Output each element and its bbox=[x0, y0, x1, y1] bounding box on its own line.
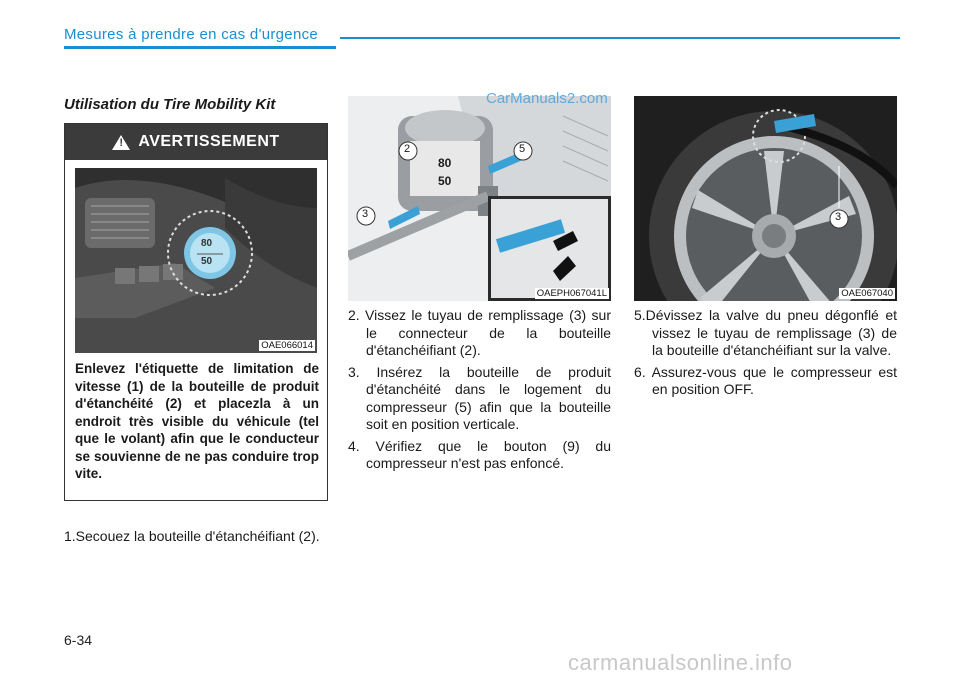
fig-center-label-5: 5 bbox=[519, 143, 526, 155]
wheel-drawing bbox=[634, 96, 897, 301]
header-title: Mesures à prendre en cas d'urgence bbox=[64, 26, 319, 43]
steps-center bbox=[348, 307, 611, 477]
section-title: Utilisation du Tire Mobility Kit bbox=[64, 96, 276, 113]
warning-box bbox=[64, 123, 328, 501]
fig-right-label-3: 3 bbox=[835, 211, 842, 223]
image-code: OAE067040 bbox=[841, 288, 893, 299]
warning-label: AVERTISSEMENT bbox=[138, 133, 280, 150]
header-rule bbox=[340, 37, 900, 39]
watermark: CarManuals2.com bbox=[486, 90, 608, 107]
label-50: 50 bbox=[201, 256, 213, 267]
figure-center bbox=[348, 96, 611, 301]
image-code: OAEPH067041L bbox=[536, 288, 607, 299]
footer-watermark: carmanualsonline.info bbox=[568, 650, 793, 675]
step-2: 2. Vissez le tuyau de remplissage (3) sur le connecteur de la bouteille d'étanchéifiant (2). bbox=[348, 307, 611, 358]
fig-center-gauge-80: 80 bbox=[438, 156, 452, 170]
warning-triangle-icon: ! bbox=[112, 135, 130, 150]
dashboard-illustration bbox=[75, 168, 317, 353]
warning-header bbox=[65, 124, 327, 160]
label-80: 80 bbox=[201, 238, 213, 249]
steps-right bbox=[634, 307, 897, 403]
fig-center-label-3: 3 bbox=[362, 208, 369, 220]
steps-left bbox=[64, 528, 326, 550]
warning-text: Enlevez l'étiquette de limitation de vitesse (1) de la bouteille de produit d'étanchéité (2) et placezla à un endroit très visible du véhicule (tel que le volant) afin que le conducteur se souvienne de ne pas conduire trop vite. bbox=[75, 361, 319, 481]
step-4: 4. Vérifiez que le bouton (9) du compresseur n'est pas enfoncé. bbox=[348, 437, 611, 471]
step-3: 3. Insérez la bouteille de produit d'étanchéité dans le logement du compresseur (5) afin que la bouteille soit en position verticale. bbox=[348, 363, 611, 432]
image-code: OAE066014 bbox=[261, 340, 313, 351]
step-6: 6. Assurez-vous que le compresseur est en position OFF. bbox=[634, 363, 897, 397]
fig-center-gauge-50: 50 bbox=[438, 174, 452, 188]
page-number: 6-34 bbox=[64, 632, 93, 648]
dashboard-drawing bbox=[75, 168, 317, 353]
step-1: 1.Secouez la bouteille d'étanchéifiant (2). bbox=[64, 528, 320, 544]
header-underline bbox=[64, 46, 336, 49]
step-5: 5.Dévissez la valve du pneu dégonflé et vissez le tuyau de remplissage (3) de la bouteille d'étanchéifiant sur la valve. bbox=[634, 307, 897, 358]
figure-right bbox=[634, 96, 897, 301]
compressor-drawing bbox=[348, 96, 611, 301]
fig-center-label-2: 2 bbox=[404, 143, 411, 155]
